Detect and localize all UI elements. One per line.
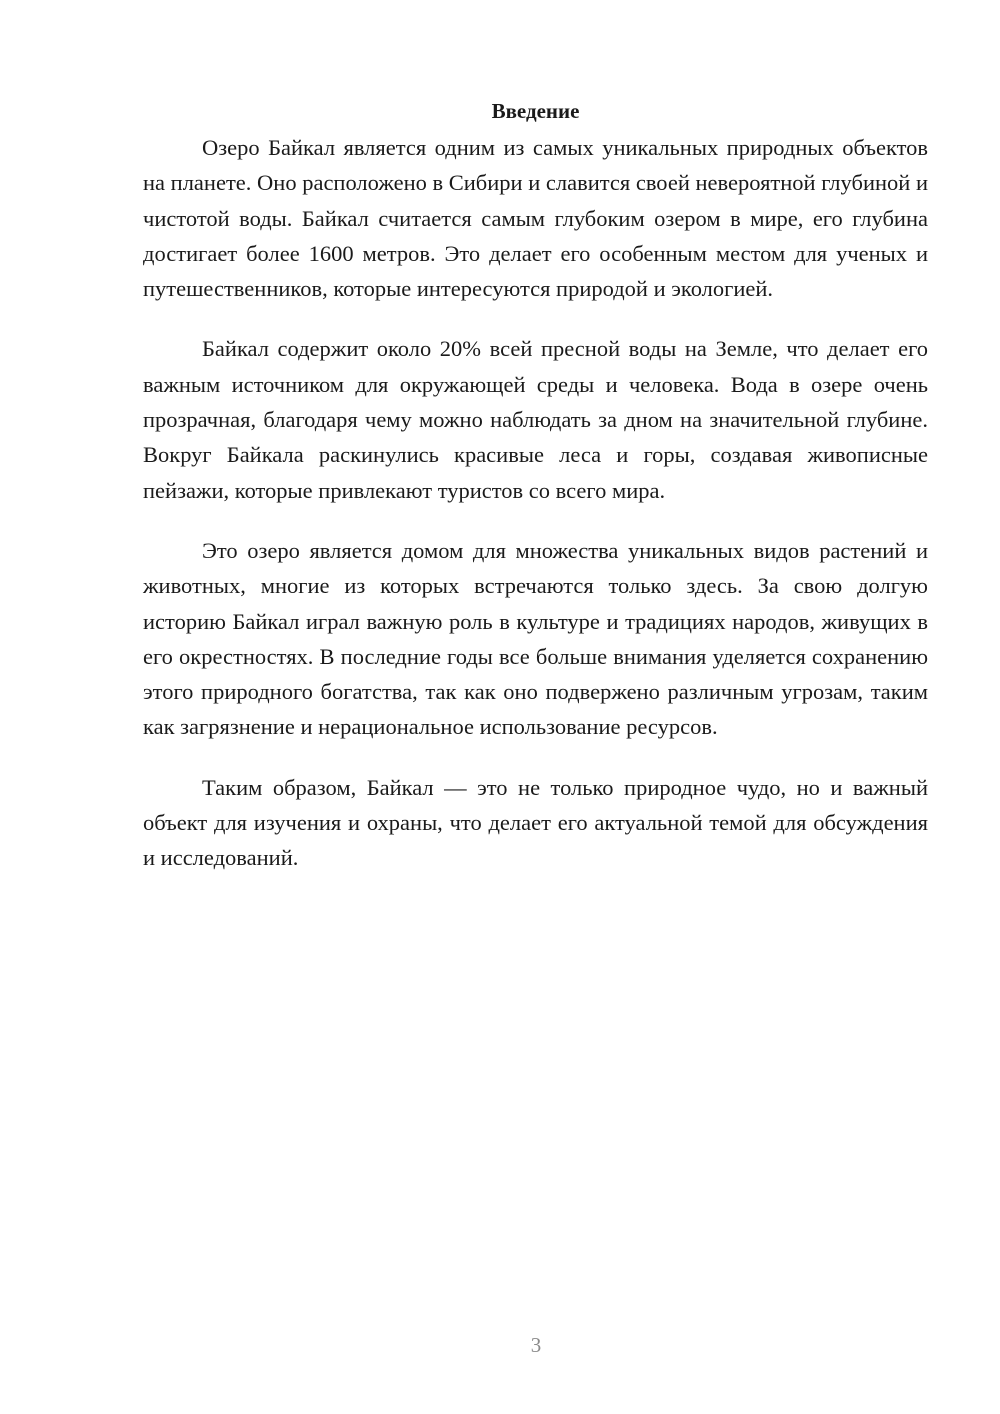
section-heading: Введение [491,99,580,123]
paragraph-4: Таким образом, Байкал — это не только природное чудо, но и важный объект для изучения и охраны, что делает его актуальной темой для обсуждения и исследований. [143,774,928,871]
paragraph-1: Озеро Байкал является одним из самых уникальных природных объектов на планете. Оно расположено в Сибири и славится своей невероятной глубиной и чистотой воды. Байкал считается самым глубоким озером в мире, его глубина достигает более 1600 метров. Это делает его особенным местом для ученых и путешественников, которые интересуются природой и экологией. [143,135,928,302]
page-content [143,96,928,901]
page-number: 3 [530,1333,542,1357]
paragraph-3: Это озеро является домом для множества уникальных видов растений и животных, многие из которых встречаются только здесь. За свою долгую историю Байкал играл важную роль в культуре и традициях народов, живущих в его окрестностях. В последние годы все больше внимания уделяется сохранению этого природного богатства, так как оно подвержено различным угрозам, таким как загрязнение и нерациональное использование ресурсов. [143,537,928,740]
paragraph-2: Байкал содержит около 20% всей пресной воды на Земле, что делает его важным источником для окружающей среды и человека. Вода в озере очень прозрачная, благодаря чему можно наблюдать за дном на значительной глубине. Вокруг Байкала раскинулись красивые леса и горы, создавая живописные пейзажи, которые привлекают туристов со всего мира. [143,336,928,503]
